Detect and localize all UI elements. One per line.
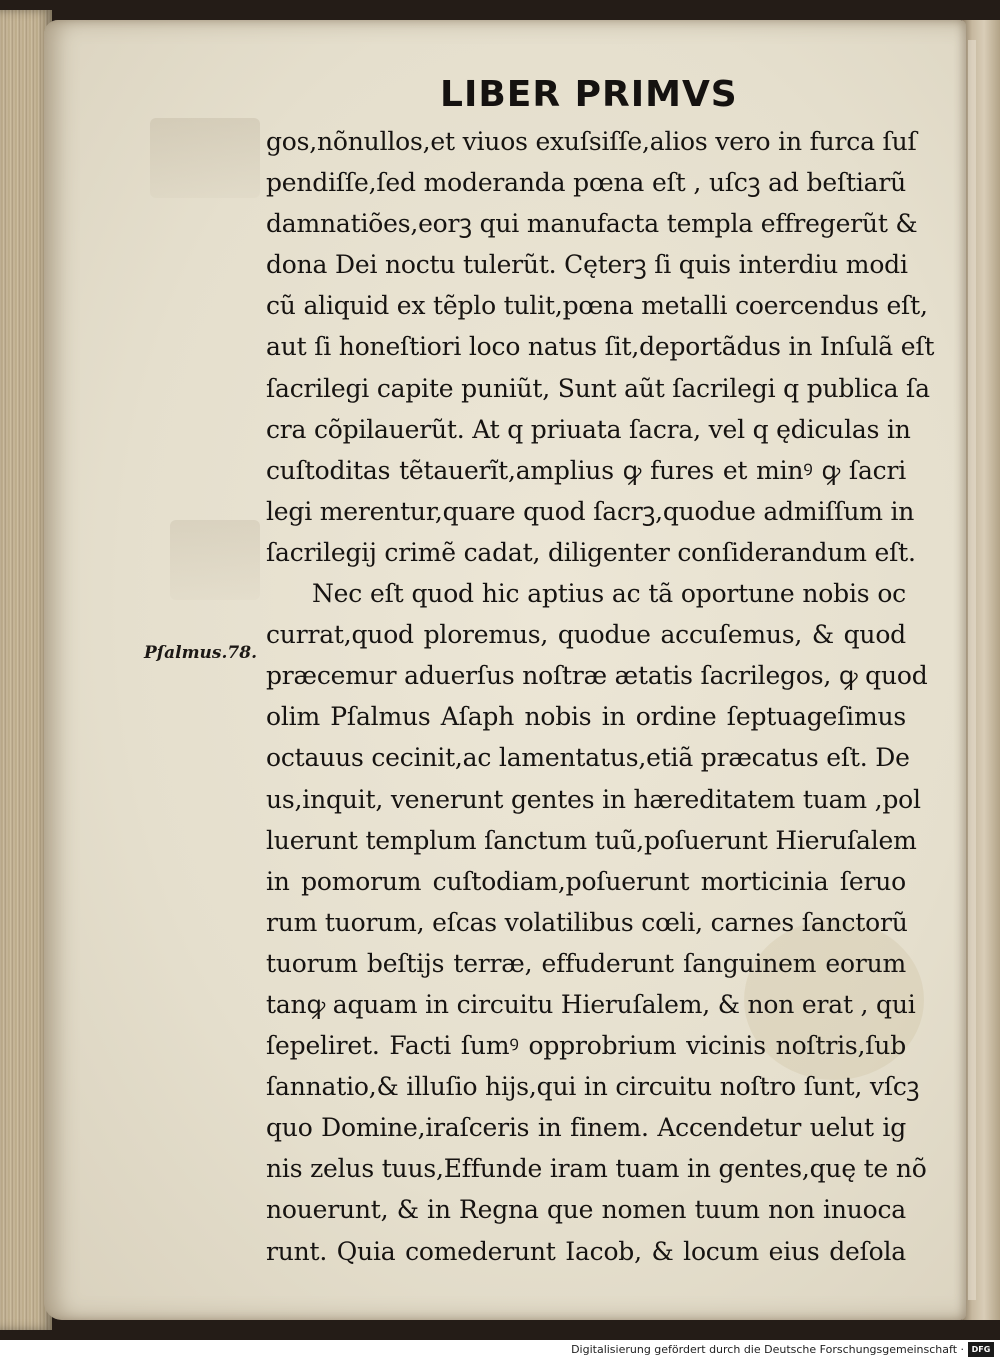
text-line: cra cõpilauerũt. At q priuata ſacra, vel q ędiculas in <box>266 414 911 444</box>
text-line: ſacrilegi capite puniũt, Sunt aũt ſacrilegi q publica ſa <box>266 373 930 403</box>
text-line: quo Domine,iraſceris in finem. Accendetur uelut ig <box>266 1113 906 1143</box>
text-line: olim Pſalmus Aſaph nobis in ordine ſeptuageſimus <box>266 702 906 732</box>
text-line: damnatiões,eorꝫ qui manufacta templa effregerũt & <box>266 209 918 239</box>
text-line: nis zelus tuus,Effunde iram tuam in gentes,quę te nõ <box>266 1154 927 1184</box>
dfg-logo: DFG <box>968 1342 994 1357</box>
text-line: luerunt templum ſanctum tuũ,poſuerunt Hieruſalem <box>266 825 917 855</box>
text-line: præcemur aduerſus noſtræ ætatis ſacrilegos, ꝙ quod <box>266 661 928 691</box>
text-line: in pomorum cuſtodiam,poſuerunt morticinia ſeruo <box>266 866 906 896</box>
text-line: ſannatio,& illuſio hijs,qui in circuitu noſtro ſunt, vſcꝫ <box>266 1072 920 1102</box>
text-line: cuſtoditas tẽtauerĩt,amplius ꝙ fures et minꝰ ꝙ ſacri <box>266 455 906 485</box>
body-text <box>266 121 935 1272</box>
text-line: gos,nõnullos,et viuos exuſsiſſe,alios vero in furca ſuſ <box>266 127 917 156</box>
text-line: nouerunt, & in Regna que nomen tuum non inuoca <box>266 1195 906 1225</box>
bleed-through-marks-2 <box>170 520 260 600</box>
text-line: legi merentur,quare quod ſacrꝫ,quodue admiſſum in <box>266 496 915 526</box>
text-line-paragraph-start: Nec eſt quod hic aptius ac tã oportune nobis oc <box>312 579 906 609</box>
text-line: currat,quod ploremus, quodue accuſemus, & quod <box>266 620 906 650</box>
text-line: rum tuorum, eſcas volatilibus cœli, carnes ſanctorũ <box>266 907 908 937</box>
running-head: LIBER PRIMVS <box>440 74 738 115</box>
text-line: tuorum beſtijs terræ, effuderunt ſanguinem eorum <box>266 948 906 978</box>
text-line: runt. Quia comederunt Iacob, & locum eius deſola <box>266 1236 906 1266</box>
text-line: dona Dei noctu tulerũt. Cęterꝫ ſi quis interdiu modi <box>266 250 908 280</box>
text-line: tanꝙ aquam in circuitu Hieruſalem, & non erat , qui <box>266 989 916 1019</box>
text-line: ſepeliret. Facti ſumꝰ opprobrium vicinis noſtris,ſub <box>266 1031 906 1061</box>
text-line: octauus cecinit,ac lamentatus,etiã præcatus eſt. De <box>266 743 910 773</box>
text-line: us,inquit, venerunt gentes in hæreditatem tuam ,pol <box>266 784 921 814</box>
text-line: cũ aliquid ex tẽplo tulit,pœna metalli coercendus eſt, <box>266 291 928 321</box>
bleed-through-marks <box>150 118 260 198</box>
marginal-note: Pſalmus.78. <box>144 643 257 663</box>
text-line: ſacrilegij crimẽ cadat, diligenter conſiderandum eſt. <box>266 537 916 567</box>
footer-credit: Digitalisierung gefördert durch die Deutsche Forschungsgemeinschaft · <box>571 1343 964 1356</box>
text-line: pendiſſe,ſed moderanda pœna eſt , uſcꝫ ad beſtiarũ <box>266 168 906 198</box>
right-page-edge-highlight <box>968 40 976 1300</box>
text-line: aut ſi honeſtiori loco natus ſit,deportãdus in Inſulã eſt <box>266 332 935 362</box>
